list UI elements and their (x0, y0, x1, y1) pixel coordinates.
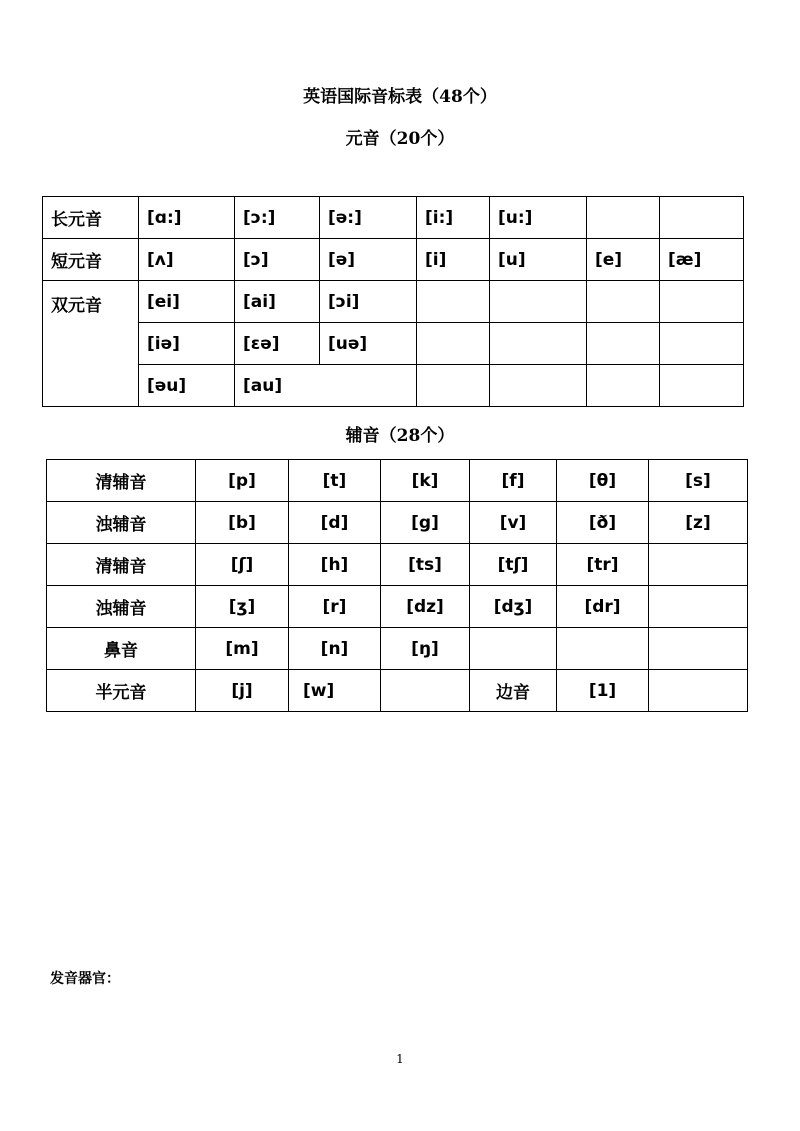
consonant-cell (381, 670, 470, 712)
consonant-cell: [ʒ] (196, 586, 289, 628)
row-label: 半元音 (47, 670, 196, 712)
consonant-section-heading: 辅音（28个） (345, 426, 455, 446)
consonant-row-semivowel (47, 670, 748, 712)
vowel-cell (490, 281, 587, 323)
consonant-cell: [w] (289, 670, 381, 712)
consonant-cell (649, 628, 748, 670)
vowel-cell: [æ] (660, 239, 744, 281)
articulation-organs-label: 发音器官： (50, 971, 120, 987)
consonant-cell: [v] (470, 502, 557, 544)
consonant-cell (470, 628, 557, 670)
vowel-cell: [ə:] (320, 197, 417, 239)
consonant-cell: [b] (196, 502, 289, 544)
consonant-cell: [dr] (557, 586, 649, 628)
row-label: 浊辅音 (47, 502, 196, 544)
row-label: 鼻音 (47, 628, 196, 670)
lateral-label: 边音 (470, 670, 557, 712)
row-label: 双元音 (43, 281, 139, 407)
vowel-cell (417, 323, 490, 365)
vowel-cell (587, 365, 660, 407)
consonant-row-voiceless-2 (47, 544, 748, 586)
vowel-row-diphthong-2 (43, 323, 744, 365)
row-label: 短元音 (43, 239, 139, 281)
vowel-cell: [au] (235, 365, 417, 407)
consonant-cell: [t] (289, 460, 381, 502)
vowel-cell: [ɔ:] (235, 197, 320, 239)
vowel-table (42, 196, 744, 407)
consonant-cell: [p] (196, 460, 289, 502)
consonant-cell: [k] (381, 460, 470, 502)
consonant-cell: [ŋ] (381, 628, 470, 670)
vowel-cell: [i:] (417, 197, 490, 239)
consonant-cell (649, 586, 748, 628)
page-number: 1 (396, 1052, 404, 1066)
vowel-cell: [ɔi] (320, 281, 417, 323)
vowel-row-short (43, 239, 744, 281)
vowel-cell (660, 281, 744, 323)
vowel-row-diphthong (43, 281, 744, 323)
consonant-cell: [s] (649, 460, 748, 502)
vowel-cell: [ɔ] (235, 239, 320, 281)
consonant-row-voiced (47, 502, 748, 544)
vowel-cell (417, 281, 490, 323)
consonant-cell: [tʃ] (470, 544, 557, 586)
consonant-cell: [ʃ] (196, 544, 289, 586)
consonant-row-nasal (47, 628, 748, 670)
vowel-cell: [əu] (139, 365, 235, 407)
consonant-cell: [r] (289, 586, 381, 628)
consonant-cell (649, 544, 748, 586)
vowel-cell: [u] (490, 239, 587, 281)
vowel-cell: [i] (417, 239, 490, 281)
consonant-row-voiceless (47, 460, 748, 502)
vowel-cell: [u:] (490, 197, 587, 239)
consonant-cell: [n] (289, 628, 381, 670)
page-title: 英语国际音标表（48个） (303, 87, 497, 107)
consonant-cell: [d] (289, 502, 381, 544)
consonant-cell: [ts] (381, 544, 470, 586)
vowel-cell (417, 365, 490, 407)
consonant-row-voiced-2 (47, 586, 748, 628)
vowel-cell (660, 197, 744, 239)
vowel-cell (587, 323, 660, 365)
row-label: 浊辅音 (47, 586, 196, 628)
consonant-cell: [g] (381, 502, 470, 544)
vowel-row-diphthong-3 (43, 365, 744, 407)
vowel-cell: [iə] (139, 323, 235, 365)
vowel-cell (490, 323, 587, 365)
vowel-cell (587, 197, 660, 239)
vowel-cell (587, 281, 660, 323)
consonant-cell (557, 628, 649, 670)
vowel-cell (490, 365, 587, 407)
vowel-section-heading: 元音（20个） (345, 129, 455, 149)
consonant-cell: [θ] (557, 460, 649, 502)
vowel-row-long (43, 197, 744, 239)
row-label: 清辅音 (47, 544, 196, 586)
consonant-cell (649, 670, 748, 712)
vowel-cell: [e] (587, 239, 660, 281)
vowel-cell: [ɛə] (235, 323, 320, 365)
row-label: 清辅音 (47, 460, 196, 502)
consonant-cell: [z] (649, 502, 748, 544)
consonant-cell: [f] (470, 460, 557, 502)
vowel-cell: [ɑ:] (139, 197, 235, 239)
consonant-cell: [h] (289, 544, 381, 586)
vowel-cell: [ʌ] (139, 239, 235, 281)
vowel-cell: [ə] (320, 239, 417, 281)
vowel-cell: [uə] (320, 323, 417, 365)
vowel-cell (660, 365, 744, 407)
vowel-cell: [ai] (235, 281, 320, 323)
consonant-cell: [ð] (557, 502, 649, 544)
consonant-cell: [dz] (381, 586, 470, 628)
consonant-cell: [dʒ] (470, 586, 557, 628)
row-label: 长元音 (43, 197, 139, 239)
consonant-cell: [1] (557, 670, 649, 712)
consonant-cell: [tr] (557, 544, 649, 586)
consonant-table (46, 459, 748, 712)
consonant-cell: [j] (196, 670, 289, 712)
vowel-cell (660, 323, 744, 365)
consonant-cell: [m] (196, 628, 289, 670)
vowel-cell: [ei] (139, 281, 235, 323)
